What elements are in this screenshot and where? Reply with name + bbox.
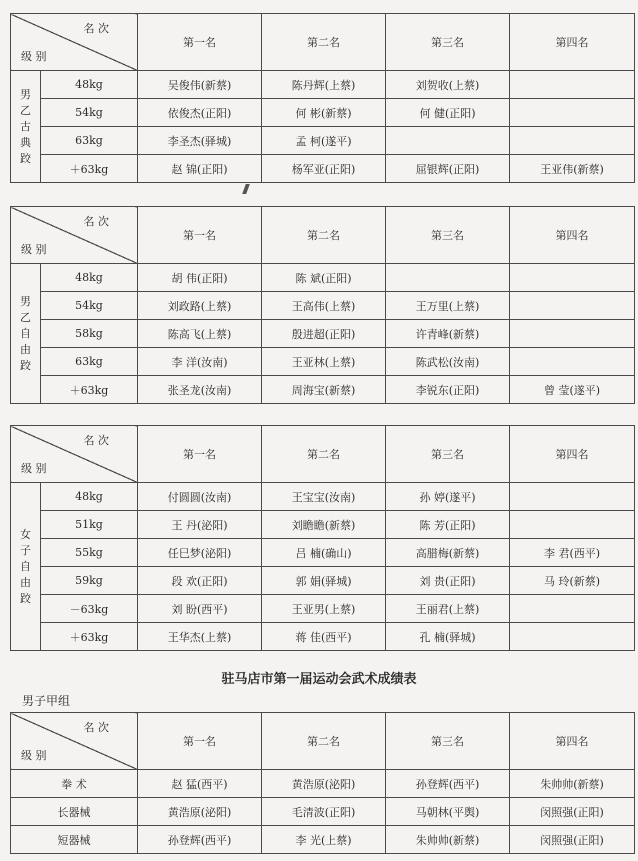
rank-label: 名 次 <box>83 721 109 734</box>
weight-cell: 48kg <box>41 71 138 99</box>
col-header-4: 第四名 <box>510 207 635 264</box>
place-4-cell <box>510 71 635 99</box>
table-row <box>11 511 635 539</box>
place-4-cell <box>510 595 635 623</box>
weight-cell: 59kg <box>41 567 138 595</box>
table-row <box>11 826 635 854</box>
place-1-cell: 胡 伟(正阳) <box>138 264 262 292</box>
scan-mark <box>242 184 250 194</box>
table-row <box>11 798 635 826</box>
place-2-cell: 王宝宝(汝南) <box>262 483 386 511</box>
table-row <box>11 595 635 623</box>
place-3-cell: 朱帅帅(新蔡) <box>386 826 510 854</box>
place-1-cell: 段 欢(正阳) <box>138 567 262 595</box>
place-3-cell: 刘 贵(正阳) <box>386 567 510 595</box>
col-header-2: 第二名 <box>262 207 386 264</box>
header-diagonal-cell <box>11 14 138 71</box>
place-3-cell: 高腊梅(新蔡) <box>386 539 510 567</box>
level-label: 级 别 <box>21 749 47 762</box>
col-header-4: 第四名 <box>510 713 635 770</box>
table-boys-classic <box>10 13 635 183</box>
header-diagonal-cell <box>11 207 138 264</box>
table-row <box>11 770 635 798</box>
place-3-cell <box>386 264 510 292</box>
place-1-cell: 张圣龙(汝南) <box>138 376 262 404</box>
place-2-cell: 李 光(上蔡) <box>262 826 386 854</box>
header-row <box>11 207 635 264</box>
weight-cell: ＋63kg <box>41 623 138 651</box>
place-1-cell: 孙登辉(西平) <box>138 826 262 854</box>
event-cell: 拳 术 <box>11 770 138 798</box>
place-1-cell: 黄浩原(泌阳) <box>138 798 262 826</box>
table-row <box>11 348 635 376</box>
place-4-cell: 李 君(西平) <box>510 539 635 567</box>
event-cell: 短器械 <box>11 826 138 854</box>
col-header-2: 第二名 <box>262 713 386 770</box>
category-label: 男 乙 古 典 跤 <box>11 71 41 183</box>
table-row <box>11 127 635 155</box>
level-label: 级 别 <box>21 50 47 63</box>
place-4-cell: 朱帅帅(新蔡) <box>510 770 635 798</box>
place-2-cell: 陈丹辉(上蔡) <box>262 71 386 99</box>
table-row <box>11 292 635 320</box>
place-4-cell <box>510 511 635 539</box>
place-4-cell <box>510 320 635 348</box>
table-row <box>11 567 635 595</box>
place-2-cell: 吕 楠(确山) <box>262 539 386 567</box>
weight-cell: 63kg <box>41 348 138 376</box>
table-boys-freestyle <box>10 206 635 404</box>
table-row <box>11 539 635 567</box>
col-header-1: 第一名 <box>138 14 262 71</box>
place-3-cell: 屈银辉(正阳) <box>386 155 510 183</box>
col-header-4: 第四名 <box>510 426 635 483</box>
col-header-3: 第三名 <box>386 713 510 770</box>
place-3-cell: 马朝林(平舆) <box>386 798 510 826</box>
place-4-cell <box>510 292 635 320</box>
col-header-2: 第二名 <box>262 14 386 71</box>
col-header-3: 第三名 <box>386 426 510 483</box>
weight-cell: ＋63kg <box>41 376 138 404</box>
header-row <box>11 14 635 71</box>
col-header-3: 第三名 <box>386 14 510 71</box>
table-row <box>11 623 635 651</box>
level-label: 级 别 <box>21 462 47 475</box>
place-4-cell: 曾 莹(遂平) <box>510 376 635 404</box>
place-3-cell: 陈 芳(正阳) <box>386 511 510 539</box>
table-row <box>11 99 635 127</box>
category-label: 女 子 自 由 跤 <box>11 483 41 651</box>
place-1-cell: 赵 锦(正阳) <box>138 155 262 183</box>
table-row <box>11 264 635 292</box>
place-4-cell: 闵照强(正阳) <box>510 826 635 854</box>
place-1-cell: 李 洋(汝南) <box>138 348 262 376</box>
place-3-cell: 孙登辉(西平) <box>386 770 510 798</box>
place-2-cell: 蒋 佳(西平) <box>262 623 386 651</box>
place-2-cell: 杨军亚(正阳) <box>262 155 386 183</box>
header-diagonal-cell <box>11 713 138 770</box>
table-girls-freestyle <box>10 425 635 651</box>
place-1-cell: 李圣杰(驿城) <box>138 127 262 155</box>
place-1-cell: 赵 猛(西平) <box>138 770 262 798</box>
weight-cell: 51kg <box>41 511 138 539</box>
table-row <box>11 320 635 348</box>
weight-cell: ＋63kg <box>41 155 138 183</box>
place-4-cell: 闵照强(正阳) <box>510 798 635 826</box>
place-3-cell: 陈武松(汝南) <box>386 348 510 376</box>
place-2-cell: 何 彬(新蔡) <box>262 99 386 127</box>
weight-cell: 55kg <box>41 539 138 567</box>
place-2-cell: 刘瞻瞻(新蔡) <box>262 511 386 539</box>
place-3-cell: 何 健(正阳) <box>386 99 510 127</box>
place-3-cell: 刘贺收(上蔡) <box>386 71 510 99</box>
place-1-cell: 吴俊伟(新蔡) <box>138 71 262 99</box>
place-1-cell: 刘 盼(西平) <box>138 595 262 623</box>
place-4-cell <box>510 99 635 127</box>
place-2-cell: 王亚男(上蔡) <box>262 595 386 623</box>
place-4-cell: 王亚伟(新蔡) <box>510 155 635 183</box>
place-1-cell: 陈高飞(上蔡) <box>138 320 262 348</box>
col-header-1: 第一名 <box>138 207 262 264</box>
weight-cell: 54kg <box>41 99 138 127</box>
place-2-cell: 王高伟(上蔡) <box>262 292 386 320</box>
weight-cell: 48kg <box>41 264 138 292</box>
col-header-3: 第三名 <box>386 207 510 264</box>
category-label: 男 乙 自 由 跤 <box>11 264 41 404</box>
place-4-cell: 马 玲(新蔡) <box>510 567 635 595</box>
table-row <box>11 376 635 404</box>
level-label: 级 别 <box>21 243 47 256</box>
place-2-cell: 黄浩原(泌阳) <box>262 770 386 798</box>
header-diagonal-cell <box>11 426 138 483</box>
header-row <box>11 713 635 770</box>
table-row <box>11 71 635 99</box>
place-4-cell <box>510 348 635 376</box>
place-3-cell <box>386 127 510 155</box>
place-1-cell: 王华杰(上蔡) <box>138 623 262 651</box>
place-1-cell: 付圆圆(汝南) <box>138 483 262 511</box>
place-1-cell: 任巳梦(泌阳) <box>138 539 262 567</box>
col-header-1: 第一名 <box>138 426 262 483</box>
weight-cell: 54kg <box>41 292 138 320</box>
place-3-cell: 王丽君(上蔡) <box>386 595 510 623</box>
place-3-cell: 许青峰(新蔡) <box>386 320 510 348</box>
place-2-cell: 殷进超(正阳) <box>262 320 386 348</box>
place-2-cell: 周海宝(新蔡) <box>262 376 386 404</box>
place-2-cell: 毛清波(正阳) <box>262 798 386 826</box>
place-4-cell <box>510 127 635 155</box>
rank-label: 名 次 <box>83 22 109 35</box>
header-row <box>11 426 635 483</box>
weight-cell: －63kg <box>41 595 138 623</box>
place-3-cell: 李锐东(正阳) <box>386 376 510 404</box>
weight-cell: 63kg <box>41 127 138 155</box>
rank-label: 名 次 <box>83 215 109 228</box>
rank-label: 名 次 <box>83 434 109 447</box>
place-4-cell <box>510 483 635 511</box>
group-label: 男子甲组 <box>22 694 71 708</box>
place-2-cell: 郭 娟(驿城) <box>262 567 386 595</box>
place-3-cell: 孔 楠(驿城) <box>386 623 510 651</box>
place-1-cell: 依俊杰(正阳) <box>138 99 262 127</box>
place-1-cell: 王 丹(泌阳) <box>138 511 262 539</box>
weight-cell: 48kg <box>41 483 138 511</box>
table-row <box>11 483 635 511</box>
weight-cell: 58kg <box>41 320 138 348</box>
col-header-1: 第一名 <box>138 713 262 770</box>
wushu-title: 驻马店市第一届运动会武术成绩表 <box>221 672 417 687</box>
place-4-cell <box>510 623 635 651</box>
place-2-cell: 陈 斌(正阳) <box>262 264 386 292</box>
table-wushu <box>10 712 635 854</box>
place-1-cell: 刘政路(上蔡) <box>138 292 262 320</box>
place-2-cell: 孟 柯(遂平) <box>262 127 386 155</box>
place-2-cell: 王亚林(上蔡) <box>262 348 386 376</box>
col-header-4: 第四名 <box>510 14 635 71</box>
event-cell: 长器械 <box>11 798 138 826</box>
place-3-cell: 王万里(上蔡) <box>386 292 510 320</box>
col-header-2: 第二名 <box>262 426 386 483</box>
place-3-cell: 孙 婷(遂平) <box>386 483 510 511</box>
place-4-cell <box>510 264 635 292</box>
table-row <box>11 155 635 183</box>
